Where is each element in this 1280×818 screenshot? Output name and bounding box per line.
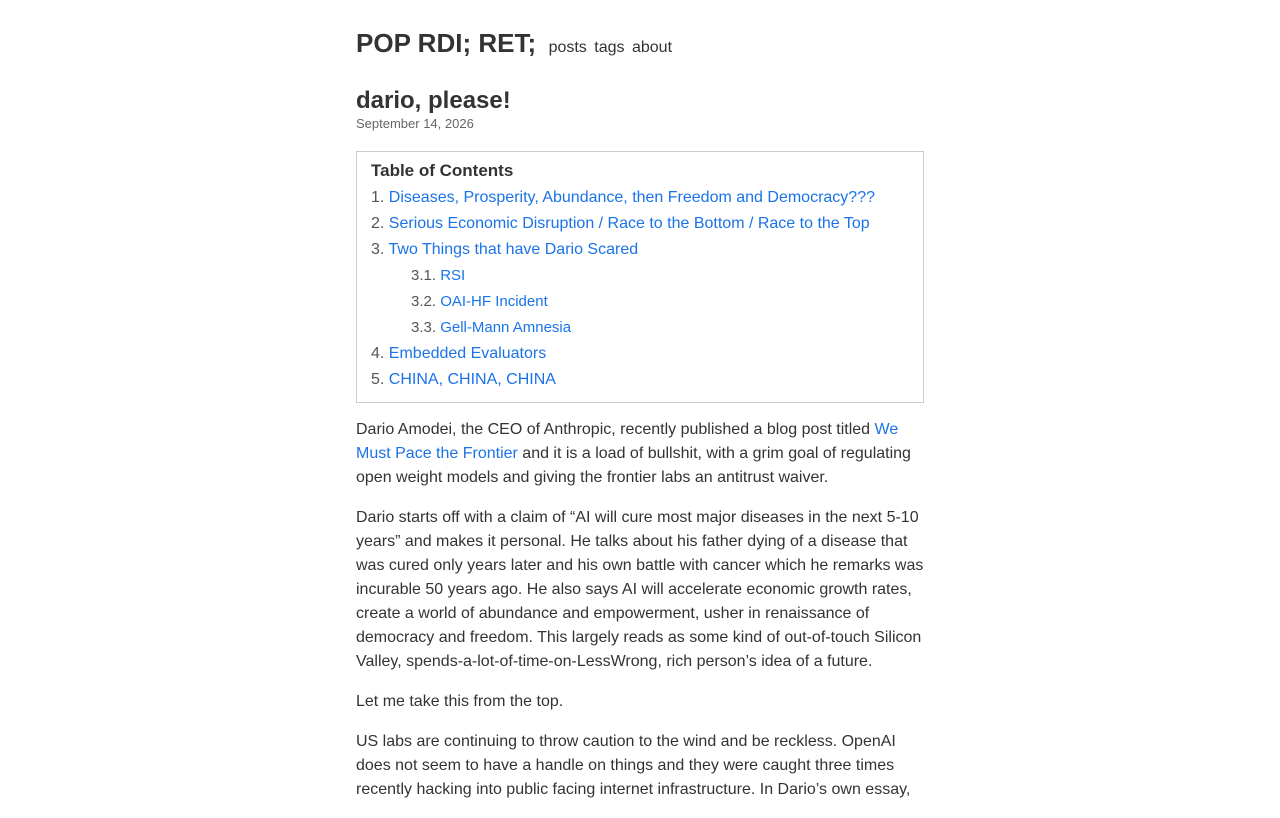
- nav-tags-link[interactable]: tags: [594, 39, 625, 56]
- toc-link-embedded-evaluators[interactable]: Embedded Evaluators: [388, 345, 547, 362]
- toc-item: [371, 367, 911, 393]
- toc-link-oai-hf-incident[interactable]: OAI-HF Incident: [440, 293, 548, 310]
- toc-item-number: 3.2.: [411, 293, 437, 310]
- toc-link-diseases[interactable]: Diseases, Prosperity, Abundance, then Freedom and Democracy???: [388, 189, 875, 206]
- toc-item-number: 2.: [371, 215, 385, 232]
- nav-posts-link[interactable]: posts: [548, 39, 587, 56]
- toc-item: [371, 237, 911, 263]
- toc-link-economic-disruption[interactable]: Serious Economic Disruption / Race to the Bottom / Race to the Top: [388, 215, 870, 232]
- toc-item-number: 3.1.: [411, 267, 437, 284]
- toc-item-number: 3.: [371, 241, 385, 258]
- paragraph-us-labs: US labs are continuing to throw caution to the wind and be reckless. OpenAI does not seem to have a handle on things and they were caught three times recently hacking into public facing internet infrastructure. In Dario’s own essay,: [356, 733, 911, 798]
- toc-item-number: 4.: [371, 345, 385, 362]
- toc-subitem: [371, 263, 911, 289]
- toc-list: [371, 185, 911, 393]
- toc-item: [371, 185, 911, 211]
- paragraph-text: Dario Amodei, the CEO of Anthropic, recently published a blog post titled: [356, 421, 875, 438]
- nav-about-link[interactable]: about: [631, 39, 673, 56]
- site-title-link[interactable]: POP RDI; RET;: [356, 28, 537, 58]
- toc-link-two-things[interactable]: Two Things that have Dario Scared: [388, 241, 639, 258]
- paragraph-claims: Dario starts off with a claim of “AI will cure most major diseases in the next 5-10 years” and makes it personal. He talks about his father dying of a disease that was cured only years later and his own battle with cancer which he remarks was incurable 50 years ago. He also says AI will accelerate economic growth rates, create a world of abundance and empowerment, usher in renaissance of democracy and freedom. This largely reads as some kind of out-of-touch Silicon Valley, spends-a-lot-of-time-on-LessWrong, rich person’s idea of a future.: [356, 509, 924, 670]
- toc-item-number: 3.3.: [411, 319, 437, 336]
- toc-link-china[interactable]: CHINA, CHINA, CHINA: [388, 371, 556, 388]
- paragraph-from-the-top: Let me take this from the top.: [356, 693, 564, 710]
- table-of-contents: [356, 151, 924, 403]
- post-title: dario, please!: [356, 87, 511, 114]
- toc-link-gell-mann-amnesia[interactable]: Gell-Mann Amnesia: [440, 319, 572, 336]
- toc-subitem: [371, 315, 911, 341]
- toc-sublist: [371, 263, 911, 341]
- post-date: September 14, 2026: [356, 116, 474, 131]
- toc-item-number: 5.: [371, 371, 385, 388]
- toc-subitem: [371, 289, 911, 315]
- toc-link-rsi[interactable]: RSI: [440, 267, 466, 284]
- toc-item: [371, 341, 911, 367]
- post-content: [356, 418, 924, 818]
- toc-title: Table of Contents: [371, 161, 514, 180]
- toc-item-number: 1.: [371, 189, 385, 206]
- paragraph-intro: [356, 418, 924, 490]
- we-must-pace-the-frontier-link[interactable]: We Must Pace the Frontier: [356, 421, 899, 462]
- site-header: [356, 27, 924, 61]
- paragraph-text: and it is a load of bullshit, with a grim goal of regulating open weight models and giving the frontier labs an antitrust waiver.: [356, 445, 911, 486]
- toc-item: [371, 211, 911, 237]
- main-nav: [549, 36, 675, 60]
